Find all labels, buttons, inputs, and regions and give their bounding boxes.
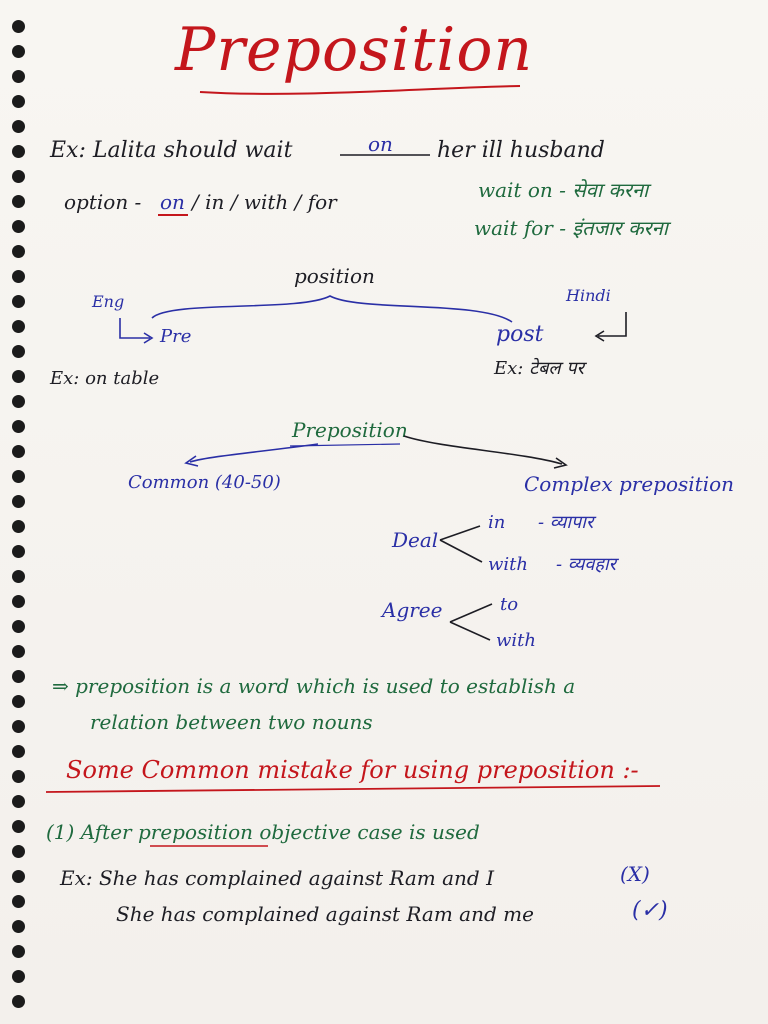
hindi-label: Hindi <box>566 286 611 305</box>
wrong-example: Ex: She has complained against Ram and I <box>60 866 494 890</box>
agree-branch-to <box>450 604 492 622</box>
agree-to: to <box>500 594 519 615</box>
option-on: on <box>160 190 185 214</box>
wrong-mark: (X) <box>620 862 650 886</box>
example-sentence-end: her ill husband <box>437 138 605 163</box>
example-sentence-start: Ex: Lalita should wait <box>50 138 293 163</box>
page-title: Preposition <box>175 15 534 85</box>
branch-to-common <box>190 444 318 462</box>
definition-line2: relation between two nouns <box>90 710 373 734</box>
eng-label: Eng <box>92 292 125 311</box>
deal-branch-with <box>440 540 482 562</box>
right-mark: (✓) <box>632 898 668 923</box>
pre-label: Pre <box>160 326 192 347</box>
english-example: Ex: on table <box>50 368 160 389</box>
agree-branch-with <box>450 622 490 640</box>
meaning-wait-on: wait on - सेवा करना <box>478 178 649 202</box>
deal-in-meaning: - व्यापार <box>538 512 594 533</box>
mistakes-heading: Some Common mistake for using preposition :- <box>66 756 639 784</box>
blank-answer: on <box>368 132 393 156</box>
definition-line1: ⇒ preposition is a word which is used to establish a <box>52 674 576 698</box>
options-rest: / in / with / for <box>192 190 337 214</box>
complex-label: Complex preposition <box>524 472 735 496</box>
deal-label: Deal <box>392 528 439 552</box>
agree-with: with <box>496 630 536 651</box>
rule-one: (1) After preposition objective case is used <box>46 820 480 844</box>
eng-arrow <box>120 318 150 338</box>
deal-with: with <box>488 554 528 575</box>
branch-to-complex <box>404 436 562 464</box>
hindi-example: Ex: टेबल पर <box>494 358 584 379</box>
options-label: option - <box>64 190 142 214</box>
deal-branch-in <box>440 526 480 540</box>
agree-label: Agree <box>382 598 443 622</box>
mistakes-heading-underline <box>46 786 660 792</box>
position-brace <box>152 296 512 322</box>
deal-with-meaning: - व्यवहार <box>556 554 616 575</box>
deal-in: in <box>488 512 506 533</box>
common-label: Common (40-50) <box>128 472 281 493</box>
meaning-wait-for: wait for - इंतजार करना <box>474 216 668 240</box>
right-example: She has complained against Ram and me <box>116 902 534 926</box>
post-label: post <box>496 322 544 347</box>
title-underline <box>200 86 520 94</box>
position-label: position <box>294 264 375 288</box>
types-heading: Preposition <box>292 418 408 442</box>
